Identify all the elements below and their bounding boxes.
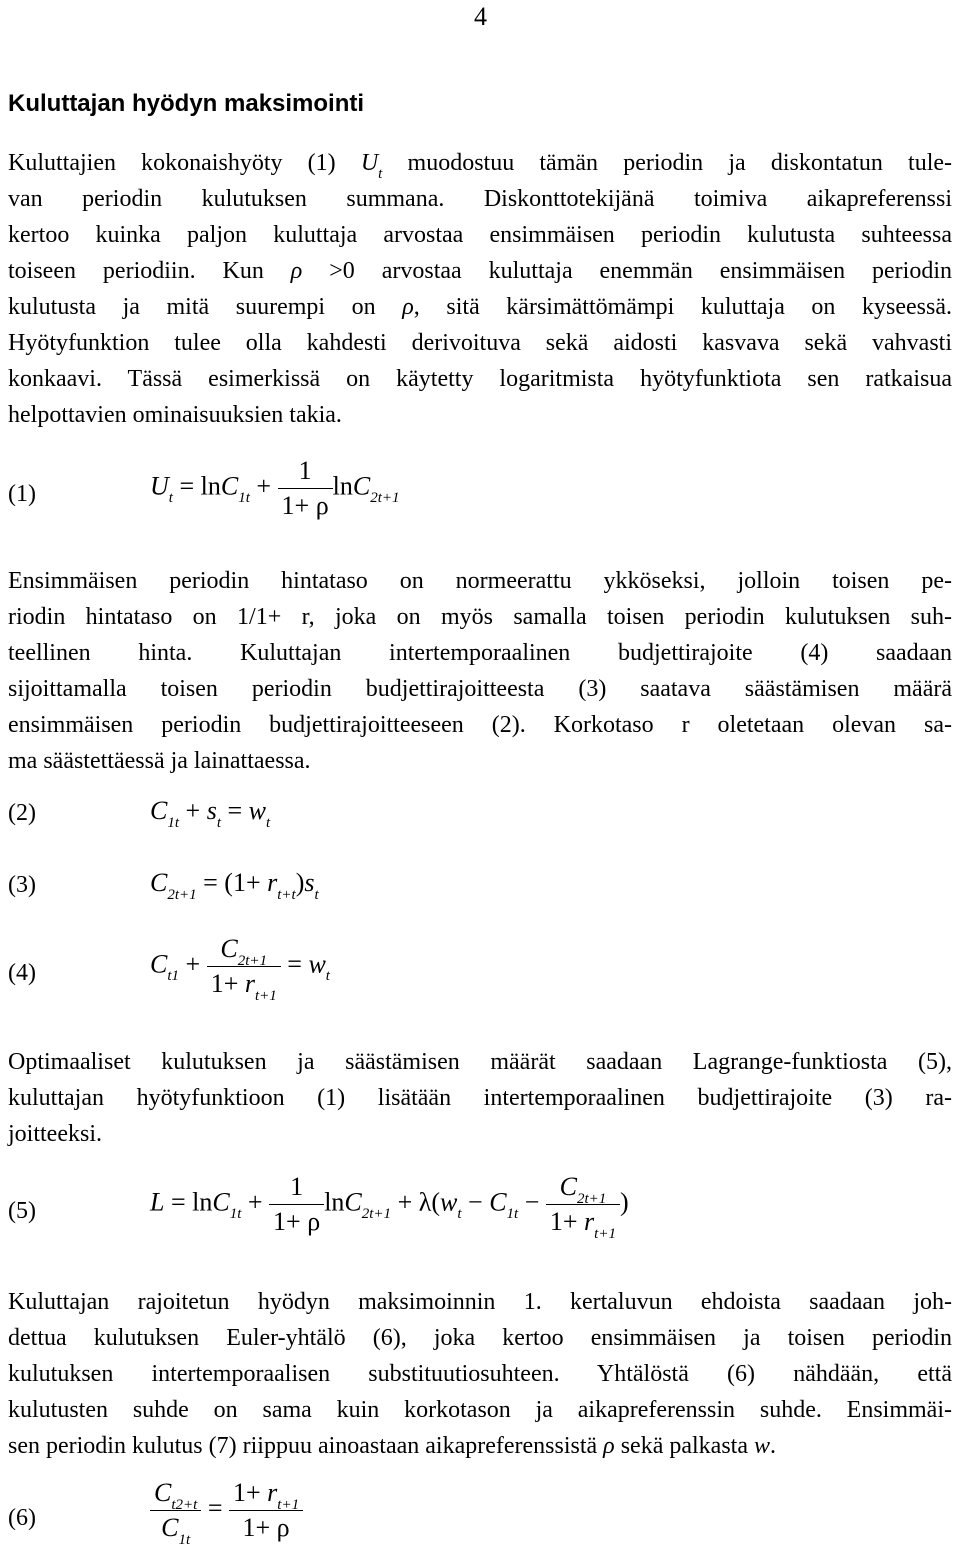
equation-4: $C_{t1}$ + $\frac{C_{2t+1}}{1+ r_{t+1}}$ = $w_t$ xyxy=(150,934,330,1004)
text-line: riodin hintataso on 1/1+ r, joka on myös samalla toisen periodin kulutuksen suh- xyxy=(8,604,953,630)
page-number: 4 xyxy=(474,2,487,31)
paragraph-3 xyxy=(8,1044,952,1152)
section-heading: Kuluttajan hyödyn maksimointi xyxy=(8,90,365,117)
text-line: kulutusten suhde on sama kuin korkotason ja aikapreferenssin suhde. Ensimmäi- xyxy=(8,1397,952,1423)
equation-4-label: (4) xyxy=(8,960,36,986)
text-line: Optimaaliset kulutuksen ja säästämisen määrät saadaan Lagrange-funktiosta (5), xyxy=(8,1049,952,1075)
paragraph-4 xyxy=(8,1284,952,1464)
equation-2: $C_{1t} + s_t = w_t$ xyxy=(150,796,271,831)
text-line: teellinen hinta. Kuluttajan intertemporaalinen budjettirajoite (4) saadaan xyxy=(8,640,952,666)
equation-6: $\frac{C_{t2+t}}{C_{1t}}$ = $\frac{1+ r_{t+1}}{1+ \rho}$ xyxy=(150,1478,303,1543)
equation-3-label: (3) xyxy=(8,872,36,898)
text-line: joitteeksi. xyxy=(8,1121,102,1147)
text-line: van periodin kulutuksen summana. Diskonttotekijänä toimiva aikapreferenssi xyxy=(8,186,952,212)
text-line: toiseen periodiin. Kun ρ >0 arvostaa kuluttaja enemmän ensimmäisen periodin xyxy=(8,258,952,284)
text-line: Ensimmäisen periodin hintataso on normeerattu ykköseksi, jolloin toisen pe- xyxy=(8,568,952,594)
text-line: Kuluttajien kokonaishyöty (1) $U_t$ muodostuu tämän periodin ja diskontatun tule- xyxy=(8,150,952,182)
text-line: kertoo kuinka paljon kuluttaja arvostaa ensimmäisen periodin kulutusta suhteessa xyxy=(8,222,952,248)
paragraph-2 xyxy=(8,563,952,779)
text-line: ma säästettäessä ja lainattaessa. xyxy=(8,748,311,774)
text-line: Hyötyfunktion tulee olla kahdesti derivoituva sekä aidosti kasvava sekä vahvasti xyxy=(8,330,952,356)
equation-5: L = lnC$_{1t}$ + $\frac{1}{1+ \rho}$ $\ln C_{2t+1} + \lambda(w_t - C_{1t}$ − $\frac{C_{2t+1}}{1+ r_{t+1}}$ ) xyxy=(150,1172,629,1242)
paragraph-1 xyxy=(8,145,952,433)
text-line: helpottavien ominaisuuksien takia. xyxy=(8,402,342,428)
equation-2-label: (2) xyxy=(8,800,36,826)
text-line: sen periodin kulutus (7) riippuu ainoastaan aikapreferenssistä ρ sekä palkasta w. xyxy=(8,1433,776,1459)
text-line: kulutuksen intertemporaalisen substituutiosuhteen. Yhtälöstä (6) nähdään, että xyxy=(8,1361,952,1387)
text-line: kuluttajan hyötyfunktioon (1) lisätään intertemporaalinen budjettirajoite (3) ra- xyxy=(8,1085,952,1111)
equation-1-label: (1) xyxy=(8,481,36,507)
text-line: ensimmäisen periodin budjettirajoitteeseen (2). Korkotaso r oletetaan olevan sa- xyxy=(8,712,952,738)
equation-3: $C_{2t+1} = (1+ r_{t+t})s_t$ xyxy=(150,868,319,903)
equation-1: $U_t = \ln C_{1t}$ + $\frac{1}{1+ \rho}$ lnC$_{2t+1}$ xyxy=(150,456,400,520)
text-line: Kuluttajan rajoitetun hyödyn maksimoinnin 1. kertaluvun ehdoista saadaan joh- xyxy=(8,1289,952,1315)
text-line: dettua kulutuksen Euler-yhtälö (6), joka kertoo ensimmäisen ja toisen periodin xyxy=(8,1325,952,1351)
text-line: konkaavi. Tässä esimerkissä on käytetty logaritmista hyötyfunktiota sen ratkaisua xyxy=(8,366,952,392)
equation-6-label: (6) xyxy=(8,1505,36,1531)
equation-5-label: (5) xyxy=(8,1198,36,1224)
text-line: kulutusta ja mitä suurempi on ρ, sitä kärsimättömämpi kuluttaja on kyseessä. xyxy=(8,294,953,320)
text-line: sijoittamalla toisen periodin budjettirajoitteesta (3) saatava säästämisen määrä xyxy=(8,676,952,702)
